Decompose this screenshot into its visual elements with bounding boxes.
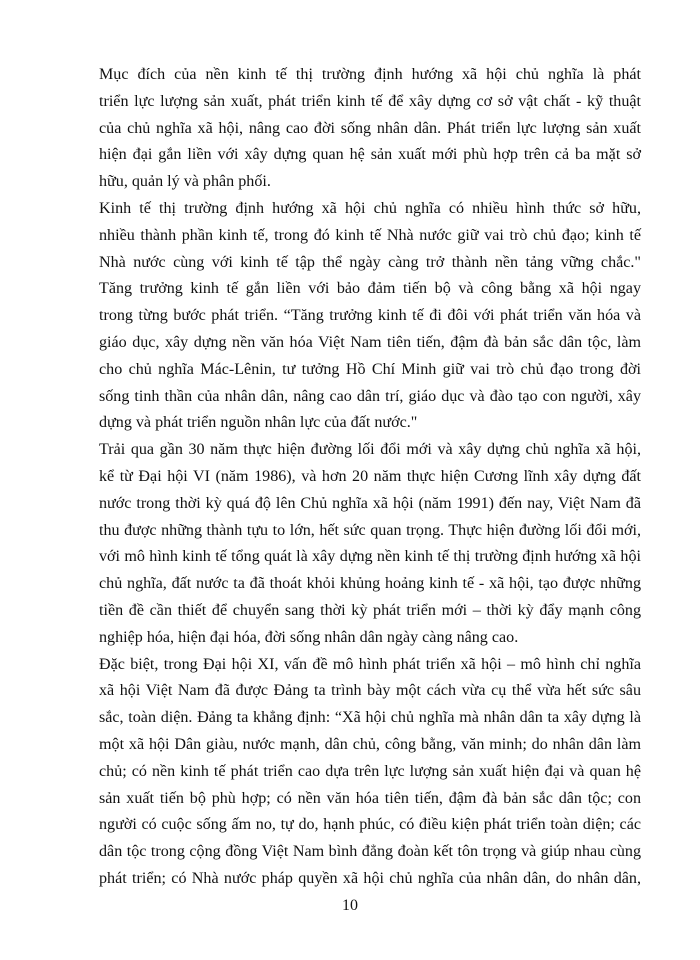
body-text: [99, 62, 641, 893]
text-line: dân tộc trong cộng đồng Việt Nam bình đẳng đoàn kết tôn trọng và giúp nhau cùng: [99, 843, 641, 861]
text-line: Tăng trưởng kinh tế gắn liền với bảo đảm tiến bộ và công bằng xã hội ngay: [99, 280, 641, 298]
text-line: Mục đích của nền kinh tế thị trường định hướng xã hội chủ nghĩa là phát: [99, 66, 641, 83]
text-line: sản xuất tiến bộ phù hợp; có nền văn hóa tiên tiến, đậm đà bản sắc dân tộc; con: [99, 789, 641, 807]
text-line: giáo dục, xây dựng nền văn hóa Việt Nam tiên tiến, đậm đà bản sắc dân tộc, làm: [99, 333, 641, 351]
text-line: sống tinh thần của nhân dân, nâng cao dân trí, giáo dục và đào tạo con người, xây: [99, 387, 641, 405]
paragraph-3: [99, 437, 641, 651]
text-line: của chủ nghĩa xã hội, nâng cao đời sống nhân dân. Phát triển lực lượng sản xuất: [99, 119, 641, 137]
paragraph-1: [99, 62, 641, 196]
text-line: xã hội Việt Nam đã được Đảng ta trình bày một cách vừa cụ thể vừa hết sức sâu: [99, 682, 641, 700]
text-line: thu được những thành tựu to lớn, hết sức quan trọng. Thực hiện đường lối đổi mới,: [99, 521, 641, 539]
text-line: Đặc biệt, trong Đại hội XI, vấn đề mô hình phát triển xã hội – mô hình chỉ nghĩa: [99, 655, 641, 673]
text-line: cho chủ nghĩa Mác-Lênin, tư tưởng Hồ Chí Minh giữ vai trò chủ đạo trong đời: [99, 360, 641, 378]
text-line: kể từ Đại hội VI (năm 1986), và hơn 20 năm thực hiện Cương lĩnh xây dựng đất: [99, 467, 641, 485]
text-line: chủ; có nền kinh tế phát triển cao dựa trên lực lượng sản xuất hiện đại và quan hệ: [99, 762, 641, 780]
text-line: trong từng bước phát triển. “Tăng trưởng kinh tế đi đôi với phát triển văn hóa và: [99, 307, 641, 325]
text-line: nước trong thời kỳ quá độ lên Chủ nghĩa xã hội (năm 1991) đến nay, Việt Nam đã: [99, 494, 641, 512]
text-line: Trải qua gần 30 năm thực hiện đường lối đổi mới và xây dựng chủ nghĩa xã hội,: [99, 441, 641, 459]
text-line: người có cuộc sống ấm no, tự do, hạnh phúc, có điều kiện phát triển toàn diện; các: [99, 816, 641, 834]
text-line: một xã hội Dân giàu, nước mạnh, dân chủ, công bằng, văn minh; do nhân dân làm: [99, 735, 641, 753]
paragraph-4: [99, 652, 641, 893]
text-line: Nhà nước cùng với kinh tế tập thể ngày càng trở thành nền tảng vững chắc.": [99, 253, 641, 271]
text-line: chủ nghĩa, đất nước ta đã thoát khỏi khủng hoảng kinh tế - xã hội, tạo được những: [99, 575, 641, 593]
text-line: triển lực lượng sản xuất, phát triển kinh tế để xây dựng cơ sở vật chất - kỹ thuật: [99, 92, 641, 110]
text-line: sắc, toàn diện. Đảng ta khẳng định: “Xã hội chủ nghĩa mà nhân dân ta xây dựng là: [99, 709, 641, 727]
page-number: 10: [342, 897, 358, 914]
text-line: nghiệp hóa, hiện đại hóa, đời sống nhân dân ngày càng nâng cao.: [99, 628, 519, 646]
text-line: hữu, quản lý và phân phối.: [99, 173, 271, 191]
text-line: Kinh tế thị trường định hướng xã hội chủ nghĩa có nhiều hình thức sở hữu,: [99, 199, 641, 217]
text-line: nhiều thành phần kinh tế, trong đó kinh tế Nhà nước giữ vai trò chủ đạo; kinh tế: [99, 226, 641, 244]
paragraph-2: [99, 196, 641, 437]
text-line: phát triển; có Nhà nước pháp quyền xã hội chủ nghĩa của nhân dân, do nhân dân,: [99, 869, 641, 887]
text-line: tiền đề cần thiết để chuyển sang thời kỳ phát triển mới – thời kỳ đẩy mạnh công: [99, 601, 641, 619]
text-line: dựng và phát triển nguồn nhân lực của đất nước.": [99, 414, 418, 432]
text-line: với mô hình kinh tế tổng quát là xây dựng nền kinh tế thị trường định hướng xã hội: [99, 548, 641, 566]
text-line: hiện đại gắn liền với xây dựng quan hệ sản xuất mới phù hợp trên cả ba mặt sở: [99, 146, 641, 164]
